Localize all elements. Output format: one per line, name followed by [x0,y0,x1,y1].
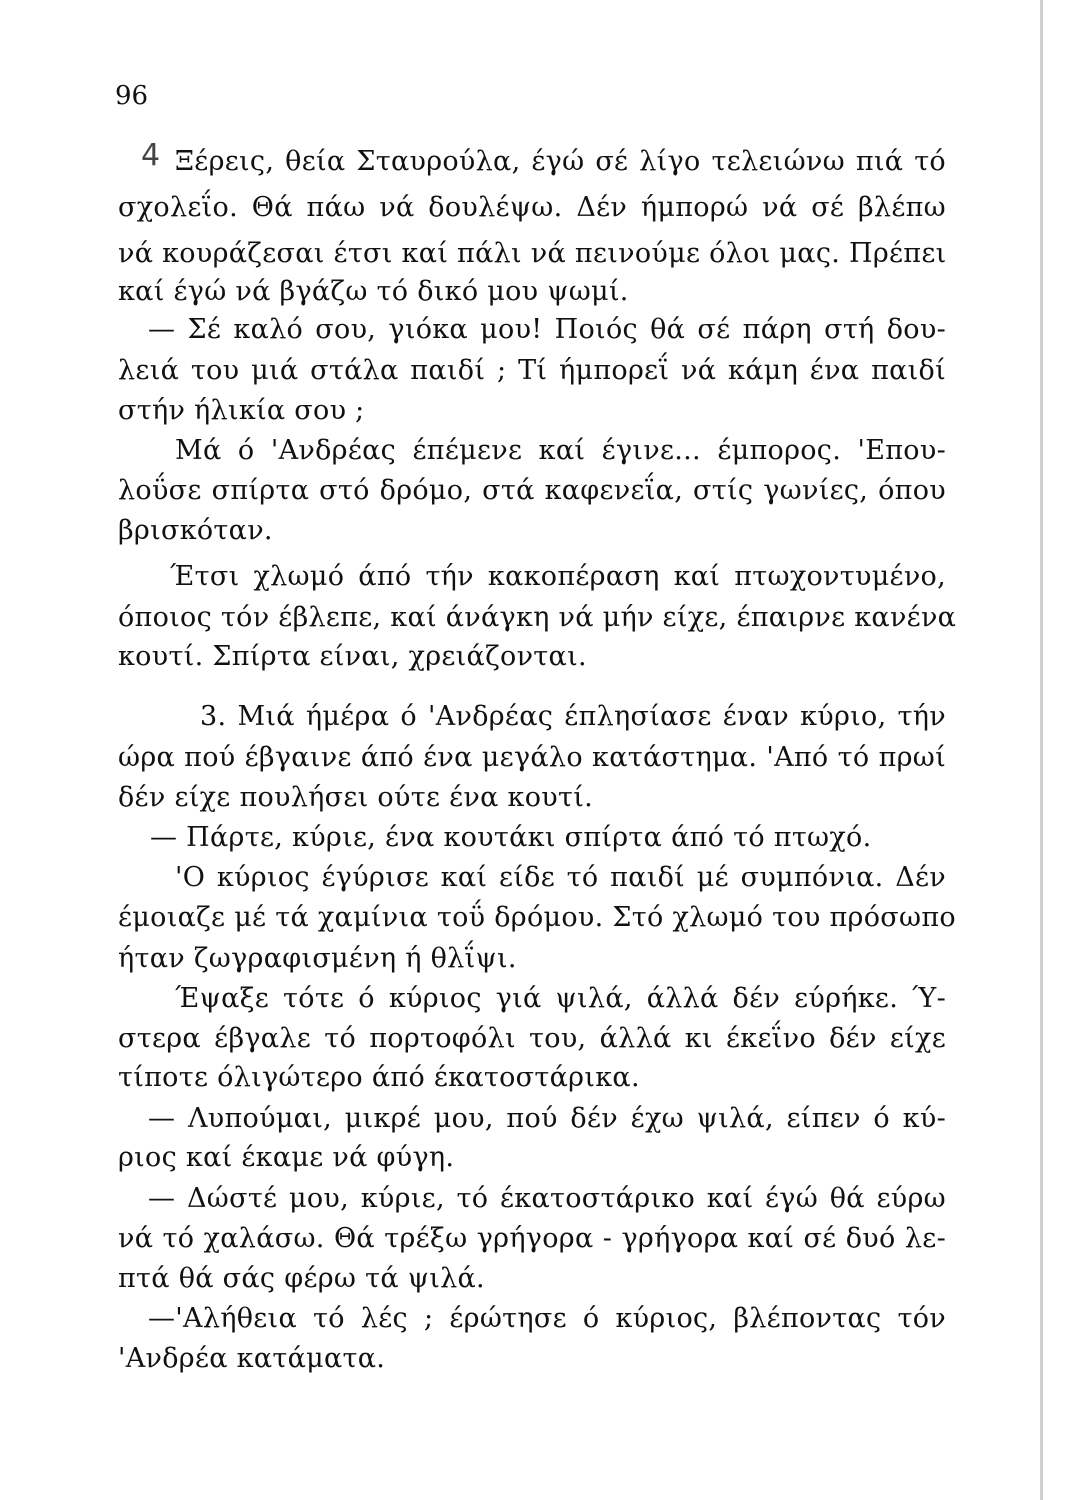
page-number: 96 [115,81,149,111]
text-line: 'Ανδρέα κατάματα. [118,1343,386,1374]
text-line: πτά θά σάς φέρω τά ψιλά. [118,1263,485,1294]
text-line: ριος καί έκαμε νά φύγη. [118,1142,455,1173]
text-line: νά τό χαλάσω. Θά τρέξω γρήγορα - γρήγορα καί σέ δυό λε- [118,1223,946,1254]
handwritten-mark: 4 [141,138,161,173]
text-line: όποιος τόν έβλεπε, καί άνάγκη νά μήν είχε, έπαιρνε κανένα [118,602,957,633]
text-line: 'Ο κύριος έγύρισε καί είδε τό παιδί μέ συμπόνια. Δέν [175,862,946,893]
text-line: ήταν ζωγραφισμένη ή θλΐψι. [118,943,517,974]
text-line: δέν είχε πουλήσει ούτε ένα κουτί. [118,782,593,813]
text-line: ώρα πού έβγαινε άπό ένα μεγάλο κατάστημα. 'Από τό πρωί [118,742,946,773]
text-line: λοΰσε σπίρτα στό δρόμο, στά καφενεΐα, στίς γωνίες, όπου [118,475,946,506]
text-line: στερα έβγαλε τό πορτοφόλι του, άλλά κι έκεΐνο δέν είχε [118,1023,946,1054]
text-line: τίποτε όλιγώτερο άπό έκατοστάρικα. [118,1062,640,1093]
text-line: — Σέ καλό σου, γιόκα μου! Ποιός θά σέ πάρη στή δου- [148,314,946,345]
text-line: νά κουράζεσαι έτσι καί πάλι νά πεινούμε όλοι μας. Πρέπει [118,238,947,269]
text-line: 3. Μιά ήμέρα ό 'Ανδρέας έπλησίασε έναν κύριο, τήν [200,701,946,732]
text-line: έμοιαζε μέ τά χαμίνια τοΰ δρόμου. Στό χλωμό του πρόσωπο [118,902,956,933]
text-line: — Λυπούμαι, μικρέ μου, πού δέν έχω ψιλά, είπεν ό κύ- [148,1103,946,1134]
text-line: Ξέρεις, θεία Σταυρούλα, έγώ σέ λίγο τελειώνω πιά τό [175,146,946,177]
text-line: βρισκόταν. [118,515,273,546]
text-line: Έψαξε τότε ό κύριος γιά ψιλά, άλλά δέν εύρήκε. Ύ- [175,983,946,1014]
text-line: λειά του μιά στάλα παιδί ; Τί ήμπορεΐ νά κάμη ένα παιδί [118,355,946,386]
text-line: Μά ό 'Ανδρέας έπέμενε καί έγινε... έμπορος. 'Επου- [175,435,946,466]
text-line: — Πάρτε, κύριε, ένα κουτάκι σπίρτα άπό τό πτωχό. [150,822,872,853]
text-line: καί έγώ νά βγάζω τό δικό μου ψωμί. [118,276,629,307]
text-line: στήν ήλικία σου ; [118,395,365,426]
page-edge [1040,0,1043,1500]
text-line: σχολεΐο. Θά πάω νά δουλέψω. Δέν ήμπορώ νά σέ βλέπω [118,192,946,223]
text-line: Έτσι χλωμό άπό τήν κακοπέραση καί πτωχοντυμένο, [170,561,946,592]
text-line: κουτί. Σπίρτα είναι, χρειάζονται. [118,641,587,672]
text-line: — Δώστέ μου, κύριε, τό έκατοστάρικο καί έγώ θά εύρω [148,1183,946,1214]
text-line: —'Αλήθεια τό λές ; έρώτησε ό κύριος, βλέποντας τόν [148,1303,946,1334]
